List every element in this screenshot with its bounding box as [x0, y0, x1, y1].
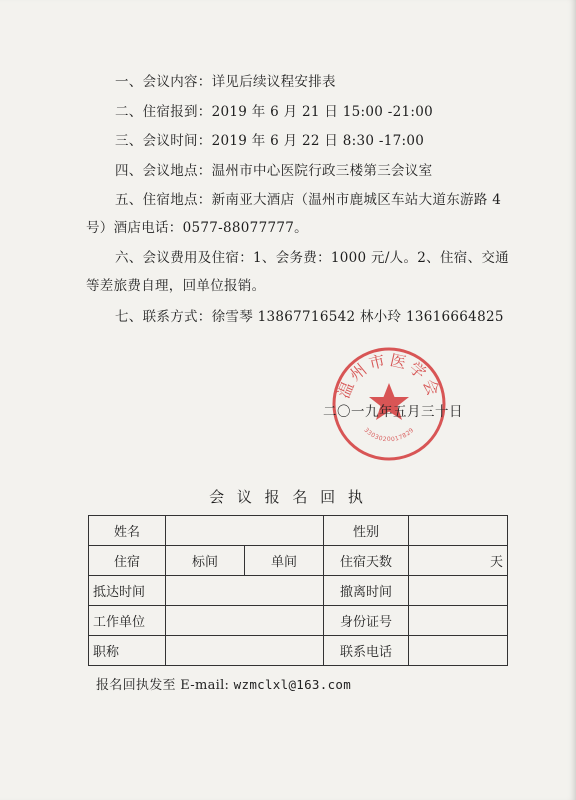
unit-field[interactable] [166, 606, 324, 636]
gender-field[interactable] [409, 516, 508, 546]
standard-room-option[interactable]: 标间 [166, 546, 245, 576]
title-label: 职称 [89, 636, 166, 666]
seal-text: 温州市医学会 [333, 350, 445, 401]
form-title: 会 议 报 名 回 执 [209, 488, 367, 506]
email-link[interactable]: wzmclxl@163.com [233, 677, 352, 692]
id-field[interactable] [409, 606, 508, 636]
document-date: 二〇一九年五月三十日 [323, 404, 463, 420]
phone-label: 联系电话 [324, 636, 409, 666]
gender-label: 性别 [324, 516, 409, 546]
footer-prefix: 报名回执发至 E-mail: [96, 678, 230, 693]
table-row [89, 576, 508, 606]
item-meeting-time: 三、会议时间：2019 年 6 月 22 日 8:30 -17:00 [115, 133, 425, 149]
table-row [89, 546, 508, 576]
table-row [89, 636, 508, 666]
item-checkin: 二、住宿报到：2019 年 6 月 21 日 15:00 -21:00 [115, 104, 434, 120]
svg-text:3303020017829 [362, 427, 415, 444]
item-contacts: 七、联系方式：徐雪琴 13867716542 林小玲 13616664825 [115, 309, 504, 325]
arrival-label: 抵达时间 [89, 576, 166, 606]
item-hotel-line1: 五、住宿地点：新南亚大酒店（温州市鹿城区车站大道东游路 4 [115, 192, 502, 208]
departure-field[interactable] [409, 576, 508, 606]
seal-code: 3303020017829 [362, 426, 416, 444]
days-label: 住宿天数 [324, 546, 409, 576]
table-row [89, 516, 508, 546]
item-meeting-venue: 四、会议地点：温州市中心医院行政三楼第三会议室 [115, 163, 433, 179]
table-row [89, 606, 508, 636]
registration-form [88, 515, 508, 666]
footer-note [96, 674, 351, 693]
departure-label: 撤离时间 [324, 576, 409, 606]
arrival-field[interactable] [166, 576, 324, 606]
phone-field[interactable] [409, 636, 508, 666]
days-unit: 天 [489, 555, 503, 570]
name-field[interactable] [166, 516, 324, 546]
id-label: 身份证号 [324, 606, 409, 636]
name-label: 姓名 [89, 516, 166, 546]
unit-label: 工作单位 [89, 606, 166, 636]
item-hotel-line2: 号）酒店电话：0577-88077777。 [86, 220, 308, 236]
single-room-option[interactable]: 单间 [245, 546, 324, 576]
lodging-label: 住宿 [89, 546, 166, 576]
item-fees-line2: 等差旅费自理，回单位报销。 [86, 278, 266, 294]
title-field[interactable] [166, 636, 324, 666]
item-fees-line1: 六、会议费用及住宿：1、会务费：1000 元/人。2、住宿、交通 [115, 250, 509, 266]
days-field[interactable] [409, 546, 508, 576]
item-meeting-content: 一、会议内容：详见后续议程安排表 [115, 74, 336, 90]
